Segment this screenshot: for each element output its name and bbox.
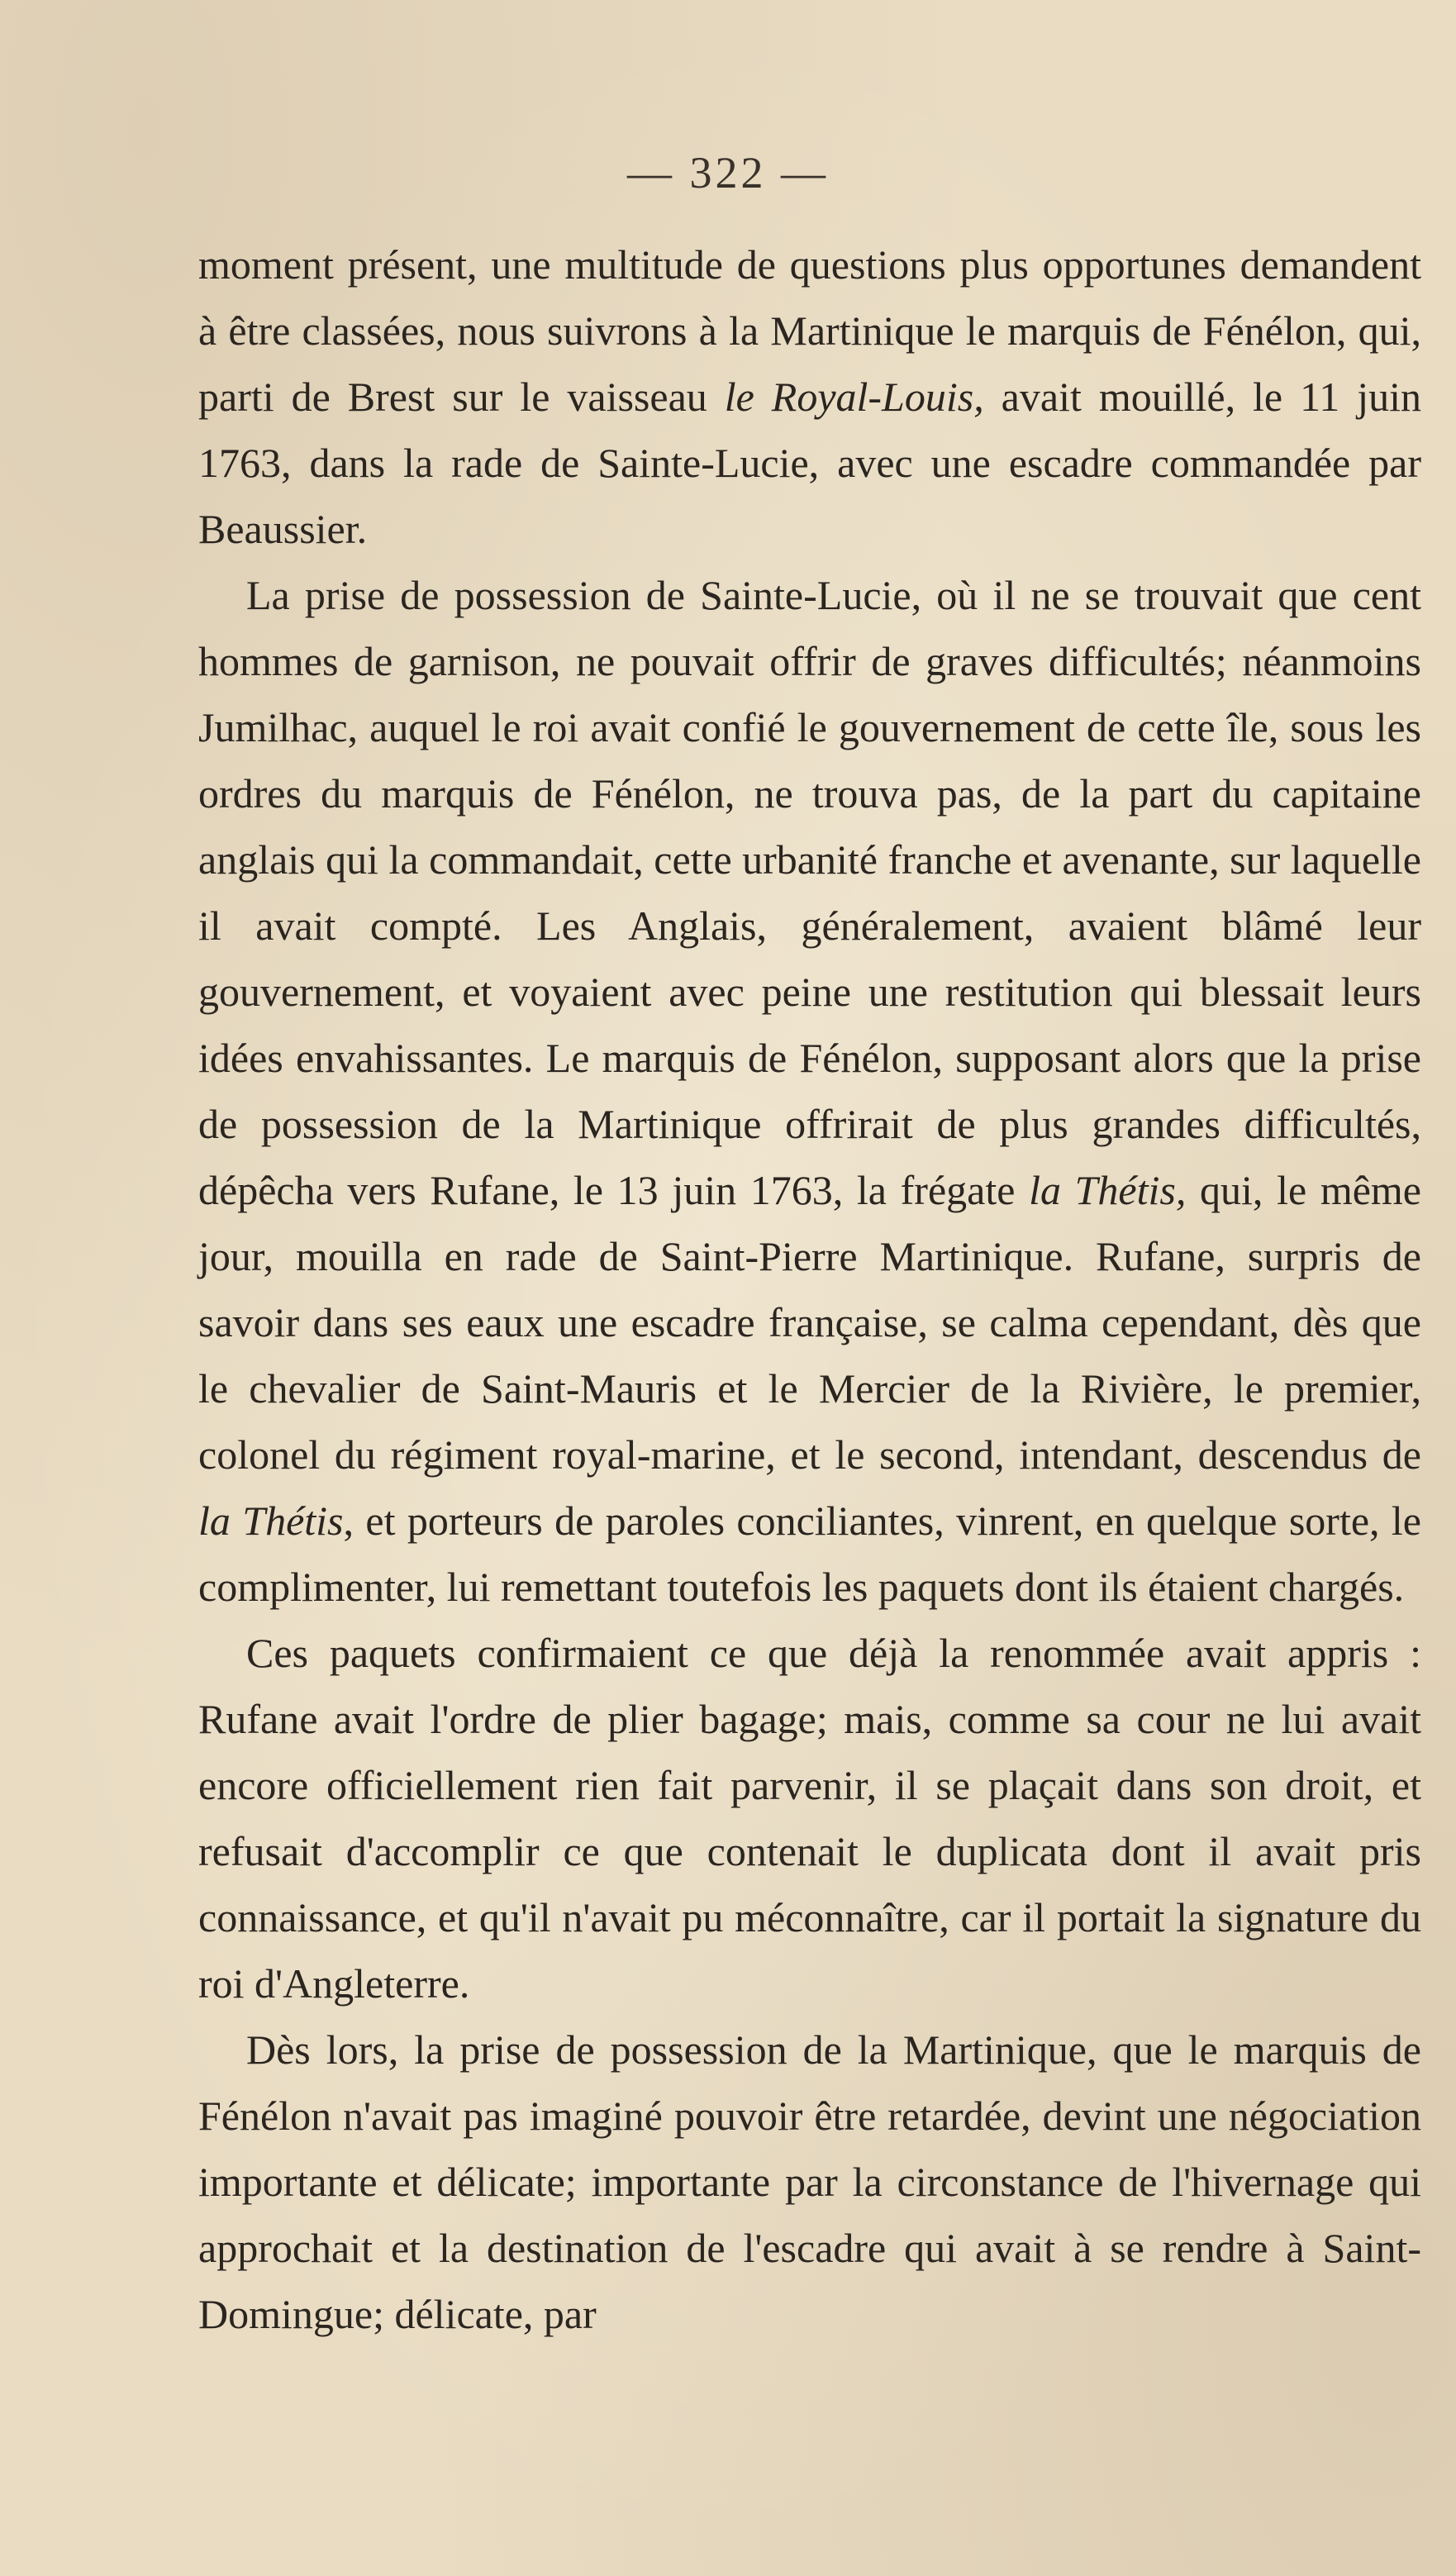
paragraph-2	[198, 562, 1421, 1620]
paragraph-4	[198, 2017, 1421, 2347]
paragraph-2-segment-3: qui, le même jour, mouilla en rade de Saint-Pierre Martinique. Rufane, surpris de savoir dans ses eaux une escadre française, se calma cependant, dès que le chevalier de Saint-Mauris et le Mercier de la Rivière, le premier, colonel du régiment royal-marine, et le second, intendant, descendus de	[198, 1167, 1421, 1478]
paragraph-1-segment-1: moment présent, une multitude de questions plus opportunes demandent à être classées, nous suivrons à la Martinique le marquis de Fénélon, qui, parti de Brest sur le vaisseau	[198, 241, 1421, 420]
page-number: — 322 —	[627, 148, 829, 198]
paragraph-1-segment-2: le Royal-Louis,	[724, 374, 984, 420]
paragraph-2-segment-2: la Thétis,	[1029, 1167, 1187, 1213]
paragraph-2-segment-1: La prise de possession de Sainte-Lucie, où il ne se trouvait que cent hommes de garnison, ne pouvait offrir de graves difficultés; néanmoins Jumilhac, auquel le roi avait confié le gouvernement de cette île, sous les ordres du marquis de Fénélon, ne trouva pas, de la part du capitaine anglais qui la commandait, cette urbanité franche et avenante, sur laquelle il avait compté. Les Anglais, généralement, avaient blâmé leur gouvernement, et voyaient avec peine une restitution qui blessait leurs idées envahissantes. Le marquis de Fénélon, supposant alors que la prise de possession de la Martinique offrirait de plus grandes difficultés, dépêcha vers Rufane, le 13 juin 1763, la frégate	[198, 572, 1421, 1213]
paragraph-2-segment-4: la Thétis	[198, 1498, 344, 1544]
paragraph-1-segment-3: avait mouillé, le 11 juin 1763, dans la rade de Sainte-Lucie, avec une escadre commandée par Beaussier.	[198, 374, 1421, 552]
paragraph-3-segment-1: Ces paquets confirmaient ce que déjà la renommée avait appris : Rufane avait l'ordre de plier bagage; mais, comme sa cour ne lui avait encore officiellement rien fait parvenir, il se plaçait dans son droit, et refusait d'accomplir ce que contenait le duplicata dont il avait pris connaissance, et qu'il n'avait pu méconnaître, car il portait la signature du roi d'Angleterre.	[198, 1630, 1421, 2007]
paragraph-2-segment-5: , et porteurs de paroles conciliantes, vinrent, en quelque sorte, le complimenter, lui remettant toutefois les paquets dont ils étaient chargés.	[198, 1498, 1421, 1610]
paragraph-3	[198, 1620, 1421, 2017]
paragraph-4-segment-1: Dès lors, la prise de possession de la Martinique, que le marquis de Fénélon n'avait pas imaginé pouvoir être retardée, devint une négociation importante et délicate; importante par la circonstance de l'hivernage qui approchait et la destination de l'escadre qui avait à se rendre à Saint-Domingue; délicate, par	[198, 2026, 1421, 2337]
paragraph-1	[198, 231, 1421, 562]
body-text	[198, 231, 1421, 2347]
